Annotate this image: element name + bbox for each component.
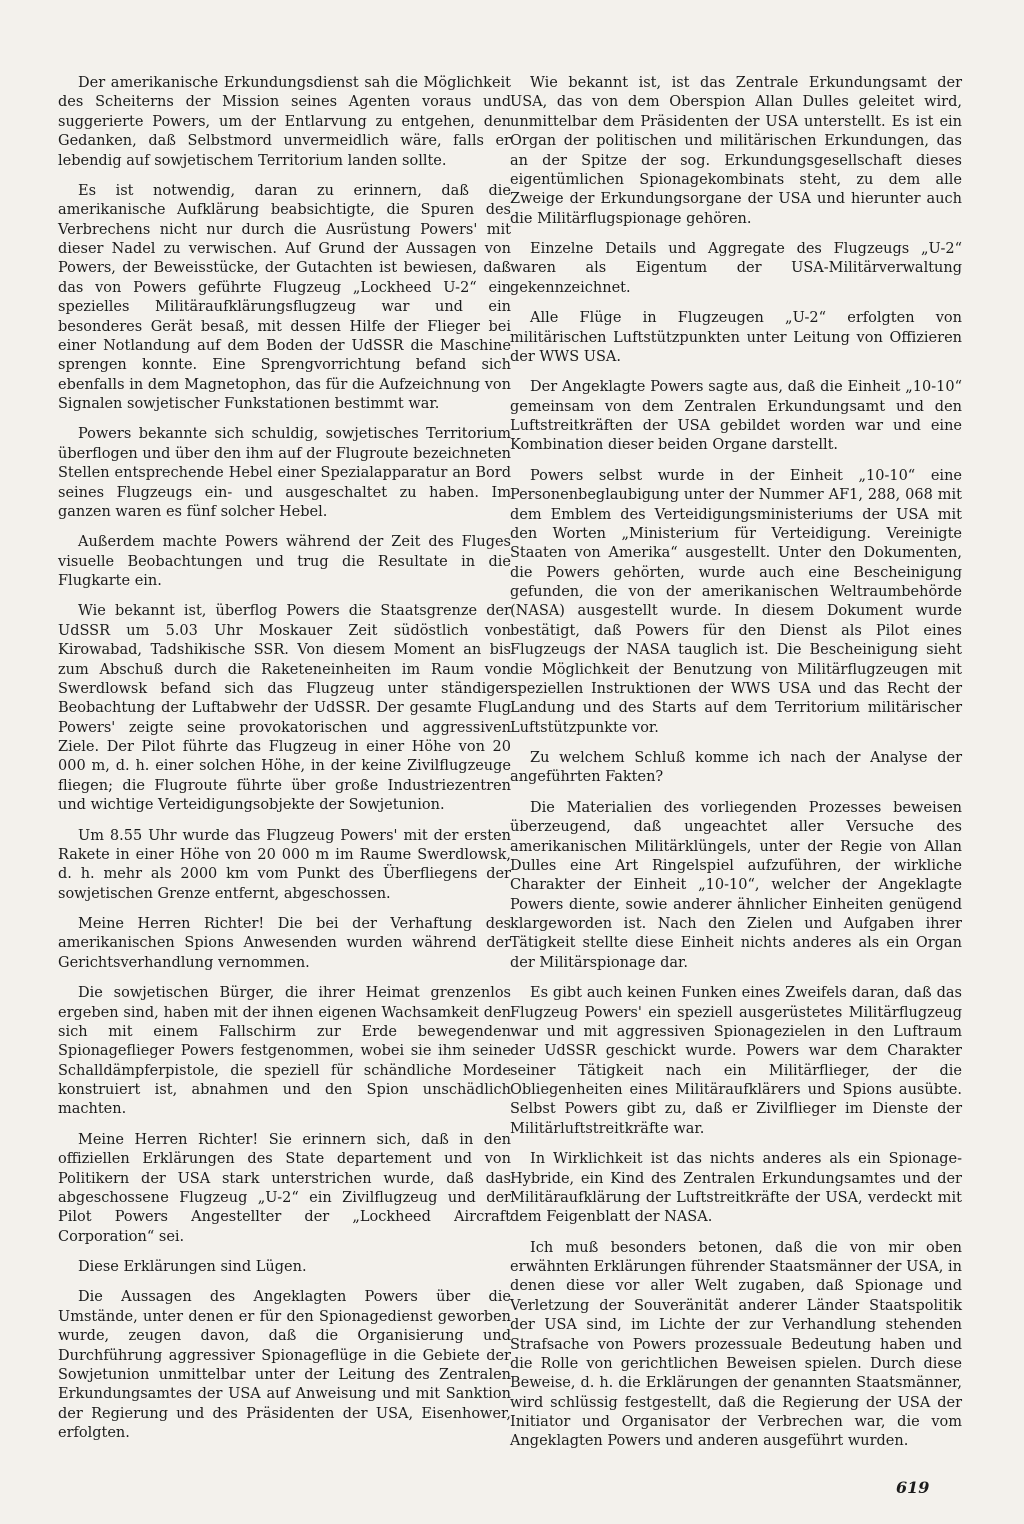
right-column	[510, 74, 962, 1463]
paragraph: Der Angeklagte Powers sagte aus, daß die Einheit „10-10“ gemeinsam von dem Zentralen Erkundungsamt und den Luftstreitkräften der USA gebildet worden war und eine Kombination dieser beiden Organe darstellt.	[510, 379, 962, 454]
paragraph: Außerdem machte Powers während der Zeit des Fluges visuelle Beobachtungen und trug die Resultate in die Flugkarte ein.	[58, 534, 511, 589]
paragraph: Powers selbst wurde in der Einheit „10-10“ eine Personenbeglaubigung unter der Nummer AF1, 288, 068 mit dem Emblem des Verteidigungsministeriums der USA mit den Worten „Ministerium für Verteidigung. Vereinigte Staaten von Amerika“ ausgestellt. Unter den Dokumenten, die Powers gehörten, wurde auch eine Bescheinigung gefunden, die von der amerikanischen Weltraumbehörde (NASA) ausgestellt wurde. In diesem Dokument wurde bestätigt, daß Powers für den Dienst als Pilot eines Flugzeugs der NASA tauglich ist. Die Bescheinigung sieht die Möglichkeit der Benutzung von Militärflugzeugen mit speziellen Instruktionen der WWS USA und das Recht der Landung und des Starts auf dem Territorium militärischer Luftstützpunkte vor.	[510, 467, 962, 736]
paragraph: Meine Herren Richter! Sie erinnern sich, daß in den offiziellen Erklärungen des State departement und von Politikern der USA stark unterstrichen wurde, daß das abgeschossene Flugzeug „U-2“ ein Zivilflugzeug und der Pilot Powers Angestellter der „Lockheed Aircraft Corporation“ sei.	[58, 1131, 511, 1245]
paragraph: Diese Erklärungen sind Lügen.	[78, 1259, 307, 1275]
paragraph: Die Aussagen des Angeklagten Powers über die Umstände, unter denen er für den Spionagedienst geworben wurde, zeugen davon, daß die Organisierung und Durchführung aggressiver Spionageflüge in die Gebiete der Sowjetunion unmittelbar unter der Leitung des Zentralen Erkundungsamtes der USA auf Anweisung und mit Sanktion der Regierung und des Präsidenten der USA, Eisenhower, erfolgten.	[58, 1289, 511, 1441]
paragraph: Einzelne Details und Aggregate des Flugzeugs „U-2“ waren als Eigentum der USA-Militärverwaltung gekennzeichnet.	[510, 241, 962, 296]
paragraph: Es ist notwendig, daran zu erinnern, daß die amerikanische Aufklärung beabsichtigte, die Spuren des Verbrechens nicht nur durch die Ausrüstung Powers' mit dieser Nadel zu verwischen. Auf Grund der Aussagen von Powers, der Beweisstücke, der Gutachten ist bewiesen, daß das von Powers geführte Flugzeug „Lockheed U-2“ ein spezielles Militäraufklärungsflugzeug war und ein besonderes Gerät besaß, mit dessen Hilfe der Flieger bei einer Notlandung auf dem Boden der UdSSR die Maschine sprengen konnte. Eine Sprengvorrichtung befand sich ebenfalls in dem Magnetophon, das für die Aufzeichnung von Signalen sowjetischer Funkstationen bestimmt war.	[58, 182, 511, 412]
page-number: 619	[896, 1478, 930, 1497]
paragraph: Es gibt auch keinen Funken eines Zweifels daran, daß das Flugzeug Powers' ein speziell ausgerüstetes Militärflugzeug war und mit aggressiven Spionagezielen in den Luftraum der UdSSR geschickt wurde. Powers war dem Charakter seiner Tätigkeit nach ein Militärflieger, der die Obliegenheiten eines Militäraufklärers und Spions ausübte. Selbst Powers gibt zu, daß er Zivilflieger im Dienste der Militärluftstreitkräfte war.	[510, 985, 962, 1137]
paragraph: Die Materialien des vorliegenden Prozesses beweisen überzeugend, daß ungeachtet aller Versuche des amerikanischen Militärklüngels, unter der Regie von Allan Dulles eine Art Ringelspiel aufzuführen, der wirkliche Charakter der Einheit „10-10“, welcher der Angeklagte Powers diente, sowie anderer ähnlicher Einheiten genügend klargeworden ist. Nach den Zielen und Aufgaben ihrer Tätigkeit stellte diese Einheit nichts anderes als ein Organ der Militärspionage dar.	[510, 799, 962, 971]
left-column	[58, 74, 511, 1454]
paragraph: In Wirklichkeit ist das nichts anderes als ein Spionage-Hybride, ein Kind des Zentralen Erkundungsamtes und der Militäraufklärung der Luftstreitkräfte der USA, verdeckt mit dem Feigenblatt der NASA.	[510, 1151, 962, 1226]
paragraph: Zu welchem Schluß komme ich nach der Analyse der angeführten Fakten?	[510, 750, 962, 786]
paragraph: Ich muß besonders betonen, daß die von mir oben erwähnten Erklärungen führender Staatsmänner der USA, in denen diese vor aller Welt zugaben, daß Spionage und Verletzung der Souveränität anderer Länder Staatspolitik der USA sind, im Lichte der zur Verhandlung stehenden Strafsache von Powers prozessuale Bedeutung haben und die Rolle von gerichtlichen Beweisen spielen. Durch diese Beweise, d. h. die Erklärungen der genannten Staatsmänner, wird schlüssig festgestellt, daß die Regierung der USA der Initiator und Organisator der Verbrechen war, die vom Angeklagten Powers und anderen ausgeführt wurden.	[510, 1239, 962, 1450]
paragraph: Meine Herren Richter! Die bei der Verhaftung des amerikanischen Spions Anwesenden wurden während der Gerichtsverhandlung vernommen.	[58, 916, 511, 971]
paragraph: Die sowjetischen Bürger, die ihrer Heimat grenzenlos ergeben sind, haben mit der ihnen eigenen Wachsamkeit den sich mit einem Fallschirm zur Erde bewegenden Spionageflieger Powers festgenommen, wobei sie ihm seine Schalldämpferpistole, die speziell für schändliche Morde konstruiert ist, abnahmen und den Spion unschädlich machten.	[58, 985, 511, 1118]
paragraph: Um 8.55 Uhr wurde das Flugzeug Powers' mit der ersten Rakete in einer Höhe von 20 000 m im Raume Swerdlowsk, d. h. mehr als 2000 km vom Punkt des Überfliegens der sowjetischen Grenze entfernt, abgeschossen.	[58, 827, 511, 902]
paragraph: Der amerikanische Erkundungsdienst sah die Möglichkeit des Scheiterns der Mission seines Agenten voraus und suggerierte Powers, um der Entlarvung zu entgehen, den Gedanken, daß Selbstmord unvermeidlich wäre, falls er lebendig auf sowjetischem Territorium landen sollte.	[58, 75, 511, 169]
paragraph: Powers bekannte sich schuldig, sowjetisches Territorium überflogen und über den ihm auf der Flugroute bezeichneten Stellen entsprechende Hebel einer Spezialapparatur an Bord seines Flugzeugs ein- und ausgeschaltet zu haben. Im ganzen waren es fünf solcher Hebel.	[58, 426, 511, 520]
paragraph: Wie bekannt ist, ist das Zentrale Erkundungsamt der USA, das von dem Oberspion Allan Dulles geleitet wird, unmittelbar dem Präsidenten der USA unterstellt. Es ist ein Organ der politischen und militärischen Erkundungen, das an der Spitze der sog. Erkundungsgesellschaft dieses eigentümlichen Spionagekombinats steht, zu dem alle Zweige der Erkundungsorgane der USA und hierunter auch die Militärflugspionage gehören.	[510, 75, 962, 227]
paragraph: Wie bekannt ist, überflog Powers die Staatsgrenze der UdSSR um 5.03 Uhr Moskauer Zeit südöstlich von Kirowabad, Tadshikische SSR. Von diesem Moment an bis zum Abschuß durch die Raketeneinheiten im Raum von Swerdlowsk befand sich das Flugzeug unter ständiger Beobachtung der Luftabwehr der UdSSR. Der gesamte Flug Powers' zeigte seine provokatorischen und aggressiven Ziele. Der Pilot führte das Flugzeug in einer Höhe von 20 000 m, d. h. einer solchen Höhe, in der keine Zivilflugzeuge fliegen; die Flugroute führte über große Industriezentren und wichtige Verteidigungsobjekte der Sowjetunion.	[58, 603, 511, 814]
paragraph: Alle Flüge in Flugzeugen „U-2“ erfolgten von militärischen Luftstützpunkten unter Leitung von Offizieren der WWS USA.	[510, 310, 962, 365]
